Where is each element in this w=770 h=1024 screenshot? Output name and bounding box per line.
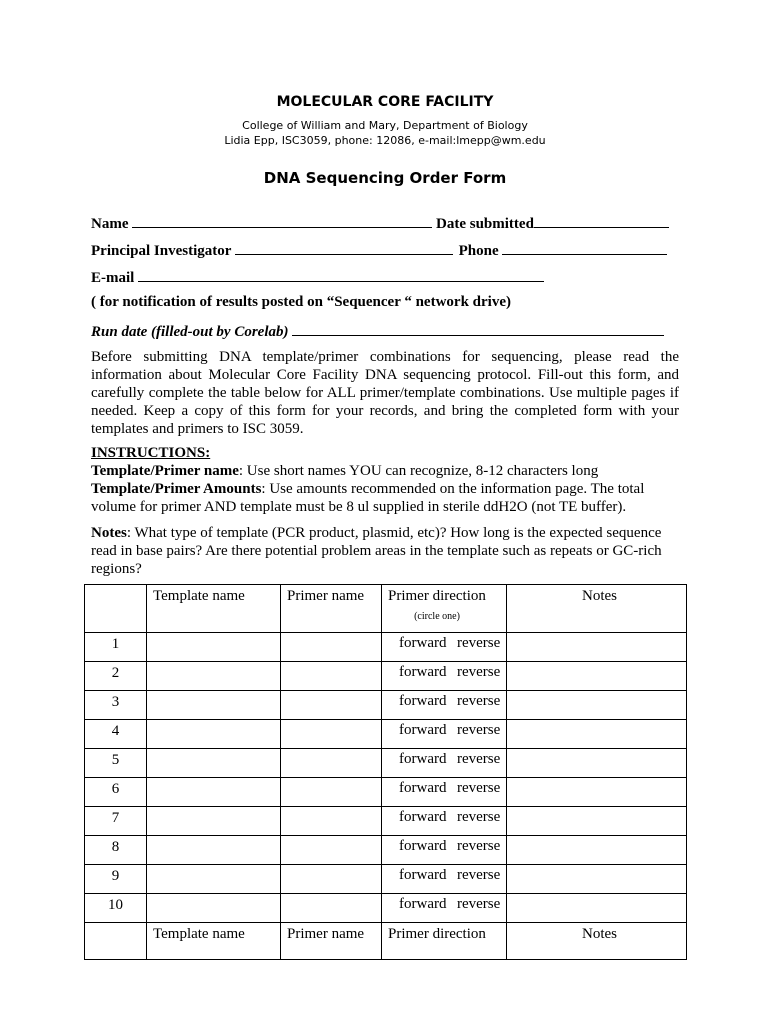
pi-field[interactable] xyxy=(235,240,453,255)
primer-name-cell[interactable] xyxy=(281,865,382,894)
footer-notes: Notes xyxy=(507,923,687,960)
forward-option[interactable]: forward xyxy=(399,838,447,854)
row-number: 4 xyxy=(85,720,147,749)
forward-option[interactable]: forward xyxy=(399,867,447,883)
pi-label: Principal Investigator xyxy=(91,243,232,259)
instruction-amounts-term: Template/Primer Amounts xyxy=(91,481,262,497)
phone-label: Phone xyxy=(458,243,499,259)
instruction-template-name-text: : Use short names YOU can recognize, 8-12 characters long xyxy=(238,463,599,479)
pi-row xyxy=(91,240,667,260)
primer-direction-cell xyxy=(382,778,507,807)
row-number: 8 xyxy=(85,836,147,865)
header-blank-cell xyxy=(85,585,147,633)
template-name-cell[interactable] xyxy=(147,836,281,865)
notes-cell[interactable] xyxy=(507,633,687,662)
header-notes: Notes xyxy=(507,585,687,633)
forward-option[interactable]: forward xyxy=(399,809,447,825)
template-name-cell[interactable] xyxy=(147,720,281,749)
primer-name-cell[interactable] xyxy=(281,662,382,691)
circle-one-hint: (circle one) xyxy=(414,611,460,622)
table-row xyxy=(85,720,687,749)
primer-direction-cell xyxy=(382,836,507,865)
reverse-option[interactable]: reverse xyxy=(457,664,501,680)
instruction-template-name xyxy=(91,462,691,480)
row-number: 5 xyxy=(85,749,147,778)
reverse-option[interactable]: reverse xyxy=(457,751,501,767)
forward-option[interactable]: forward xyxy=(399,635,447,651)
address-line-1: College of William and Mary, Department of Biology xyxy=(242,119,528,132)
notes-cell[interactable] xyxy=(507,894,687,923)
row-number: 2 xyxy=(85,662,147,691)
forward-option[interactable]: forward xyxy=(399,664,447,680)
template-name-cell[interactable] xyxy=(147,894,281,923)
phone-field[interactable] xyxy=(502,240,667,255)
instructions-heading: INSTRUCTIONS: xyxy=(91,445,211,461)
run-date-field[interactable] xyxy=(292,321,664,336)
template-name-cell[interactable] xyxy=(147,778,281,807)
notes-cell[interactable] xyxy=(507,662,687,691)
notes-cell[interactable] xyxy=(507,691,687,720)
table-row xyxy=(85,633,687,662)
header-primer-direction xyxy=(382,585,507,633)
row-number: 7 xyxy=(85,807,147,836)
header-primer-direction-label: Primer direction xyxy=(388,588,486,604)
header-primer-name: Primer name xyxy=(281,585,382,633)
primer-name-cell[interactable] xyxy=(281,720,382,749)
row-number: 1 xyxy=(85,633,147,662)
instruction-amounts-text: : Use amounts recommended on the information page. The total volume for primer AND template must be 8 ul supplied in sterile ddH2O (not TE buffer). xyxy=(91,481,645,515)
row-number: 3 xyxy=(85,691,147,720)
table-row xyxy=(85,778,687,807)
name-label: Name xyxy=(91,216,129,232)
primer-name-cell[interactable] xyxy=(281,691,382,720)
instruction-amounts xyxy=(91,480,671,516)
primer-name-cell[interactable] xyxy=(281,778,382,807)
footer-blank-cell xyxy=(85,923,147,960)
table-header-row xyxy=(85,585,687,633)
forward-option[interactable]: forward xyxy=(399,722,447,738)
primer-name-cell[interactable] xyxy=(281,807,382,836)
template-name-cell[interactable] xyxy=(147,691,281,720)
primer-direction-cell xyxy=(382,691,507,720)
reverse-option[interactable]: reverse xyxy=(457,809,501,825)
reverse-option[interactable]: reverse xyxy=(457,780,501,796)
reverse-option[interactable]: reverse xyxy=(457,635,501,651)
table-row xyxy=(85,836,687,865)
template-name-cell[interactable] xyxy=(147,633,281,662)
name-field[interactable] xyxy=(132,213,432,228)
run-date-label: Run date (filled-out by Corelab) xyxy=(91,324,289,340)
notes-cell[interactable] xyxy=(507,720,687,749)
primer-name-cell[interactable] xyxy=(281,749,382,778)
template-name-cell[interactable] xyxy=(147,865,281,894)
email-field[interactable] xyxy=(138,267,544,282)
forward-option[interactable]: forward xyxy=(399,693,447,709)
notes-cell[interactable] xyxy=(507,778,687,807)
footer-template-name: Template name xyxy=(147,923,281,960)
notification-note: ( for notification of results posted on “Sequencer “ network drive) xyxy=(91,294,511,310)
table-footer-row xyxy=(85,923,687,960)
form-title: DNA Sequencing Order Form xyxy=(263,169,507,187)
forward-option[interactable]: forward xyxy=(399,751,447,767)
email-label: E-mail xyxy=(91,270,135,286)
reverse-option[interactable]: reverse xyxy=(457,867,501,883)
table-row xyxy=(85,691,687,720)
instruction-notes-term: Notes xyxy=(91,525,127,541)
primer-name-cell[interactable] xyxy=(281,633,382,662)
name-row xyxy=(91,213,669,233)
footer-primer-direction: Primer direction xyxy=(382,923,507,960)
table-row xyxy=(85,749,687,778)
reverse-option[interactable]: reverse xyxy=(457,693,501,709)
forward-option[interactable]: forward xyxy=(399,896,447,912)
address-line-2: Lidia Epp, ISC3059, phone: 12086, e-mail:lmepp@wm.edu xyxy=(224,134,546,147)
primer-direction-cell xyxy=(382,749,507,778)
row-number: 9 xyxy=(85,865,147,894)
reverse-option[interactable]: reverse xyxy=(457,838,501,854)
order-table xyxy=(84,584,687,960)
reverse-option[interactable]: reverse xyxy=(457,722,501,738)
instruction-notes-text: : What type of template (PCR product, plasmid, etc)? How long is the expected sequence read in base pairs? Are there potential problem areas in the template such as repeats or GC-rich regions? xyxy=(91,525,662,577)
notes-cell[interactable] xyxy=(507,865,687,894)
forward-option[interactable]: forward xyxy=(399,780,447,796)
primer-direction-cell xyxy=(382,633,507,662)
email-row xyxy=(91,267,544,287)
primer-direction-cell xyxy=(382,662,507,691)
template-name-cell[interactable] xyxy=(147,807,281,836)
facility-title: MOLECULAR CORE FACILITY xyxy=(276,94,494,110)
notes-cell[interactable] xyxy=(507,836,687,865)
reverse-option[interactable]: reverse xyxy=(457,896,501,912)
footer-primer-name: Primer name xyxy=(281,923,382,960)
table-row xyxy=(85,807,687,836)
primer-direction-cell xyxy=(382,894,507,923)
row-number: 6 xyxy=(85,778,147,807)
template-name-cell[interactable] xyxy=(147,749,281,778)
table-row xyxy=(85,865,687,894)
instruction-template-name-term: Template/Primer name xyxy=(91,463,239,479)
notes-cell[interactable] xyxy=(507,749,687,778)
instruction-notes xyxy=(91,524,681,578)
intro-paragraph: Before submitting DNA template/primer combinations for sequencing, please read the information about Molecular Core Facility DNA sequencing protocol. Fill-out this form, and carefully complete the table below for ALL primer/template combinations. Use multiple pages if needed. Keep a copy of this form for your records, and bring the completed form with your templates and primers to ISC 3059. xyxy=(91,349,679,437)
primer-direction-cell xyxy=(382,807,507,836)
primer-name-cell[interactable] xyxy=(281,894,382,923)
date-submitted-label: Date submitted xyxy=(436,216,534,232)
template-name-cell[interactable] xyxy=(147,662,281,691)
table-row xyxy=(85,662,687,691)
row-number: 10 xyxy=(85,894,147,923)
primer-name-cell[interactable] xyxy=(281,836,382,865)
table-row xyxy=(85,894,687,923)
run-date-row xyxy=(91,321,664,341)
primer-direction-cell xyxy=(382,720,507,749)
notes-cell[interactable] xyxy=(507,807,687,836)
header-template-name: Template name xyxy=(147,585,281,633)
primer-direction-cell xyxy=(382,865,507,894)
date-submitted-field[interactable] xyxy=(534,213,669,228)
